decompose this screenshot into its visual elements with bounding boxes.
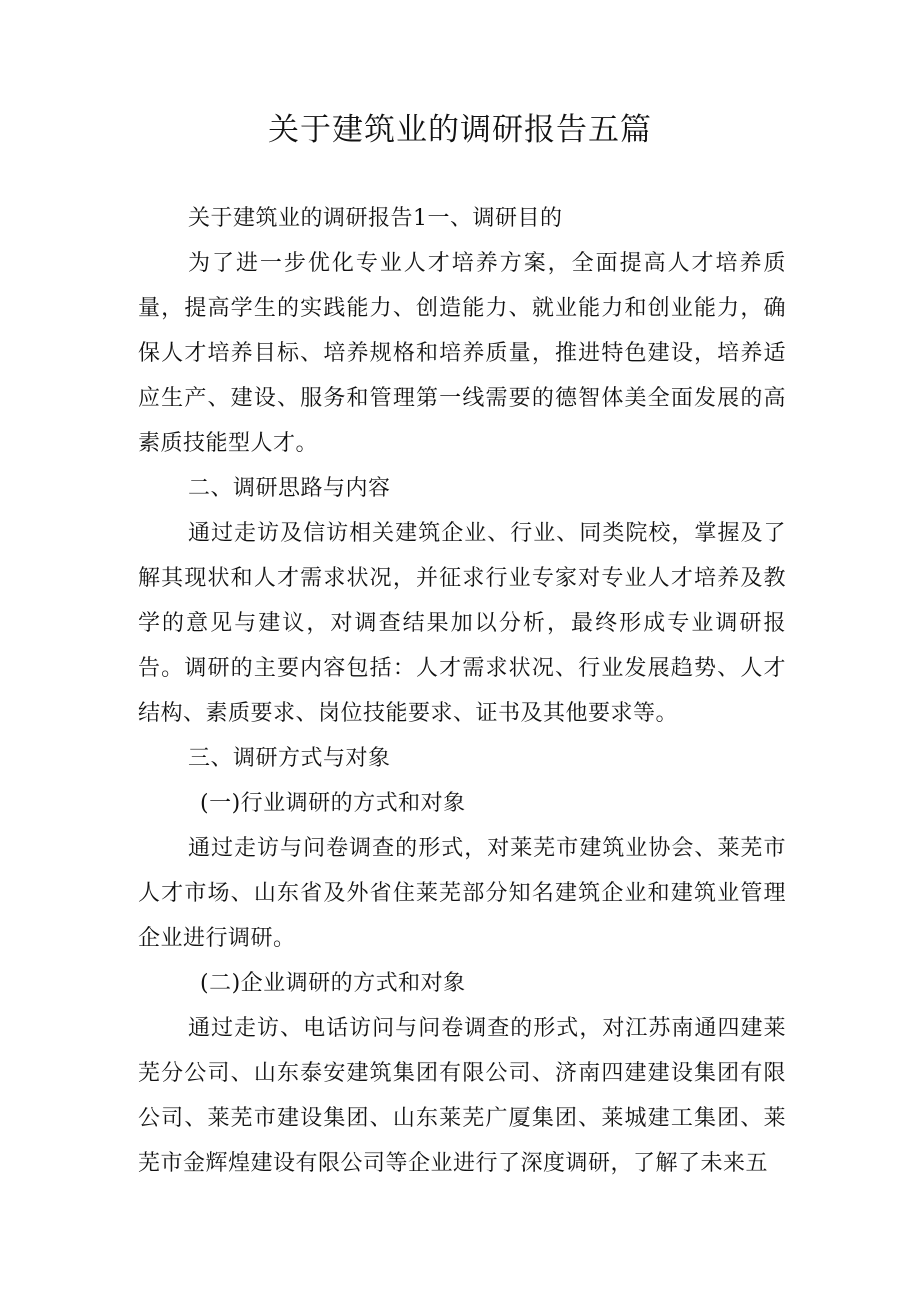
section-heading-approach: 二、调研思路与内容 — [188, 476, 391, 501]
paragraph-industry-survey: 通过走访与问卷调查的形式，对莱芜市建筑业协会、莱芜市人才市场、山东省及外省住莱芜部分知名建筑企业和建筑业管理企业进行调研。 — [138, 836, 786, 951]
document-title: 关于建筑业的调研报告五篇 — [268, 112, 652, 148]
paragraph-approach: 通过走访及信访相关建筑企业、行业、同类院校，掌握及了解其现状和人才需求状况，并征求行业专家对专业人才培养及教学的意见与建议，对调查结果加以分析，最终形成专业调研报告。调研的主要内容包括：人才需求状况、行业发展趋势、人才结构、素质要求、岗位技能要求、证书及其他要求等。 — [138, 521, 786, 726]
subheading-enterprise-survey: (二)企业调研的方式和对象 — [200, 971, 466, 996]
section-heading-purpose: 关于建筑业的调研报告1一、调研目的 — [188, 206, 563, 231]
document-body — [138, 196, 786, 1186]
section-heading-methods: 三、调研方式与对象 — [188, 746, 391, 771]
paragraph-purpose: 为了进一步优化专业人才培养方案，全面提高人才培养质量，提高学生的实践能力、创造能力、就业能力和创业能力，确保人才培养目标、培养规格和培养质量，推进特色建设，培养适应生产、建设、服务和管理第一线需要的德智体美全面发展的高素质技能型人才。 — [138, 251, 786, 456]
subheading-industry-survey: (一)行业调研的方式和对象 — [200, 791, 466, 816]
paragraph-enterprise-survey: 通过走访、电话访问与问卷调查的形式，对江苏南通四建莱芜分公司、山东泰安建筑集团有限公司、济南四建建设集团有限公司、莱芜市建设集团、山东莱芜广厦集团、莱城建工集团、莱芜市金辉煌建设有限公司等企业进行了深度调研，了解了未来五 — [138, 1016, 786, 1176]
